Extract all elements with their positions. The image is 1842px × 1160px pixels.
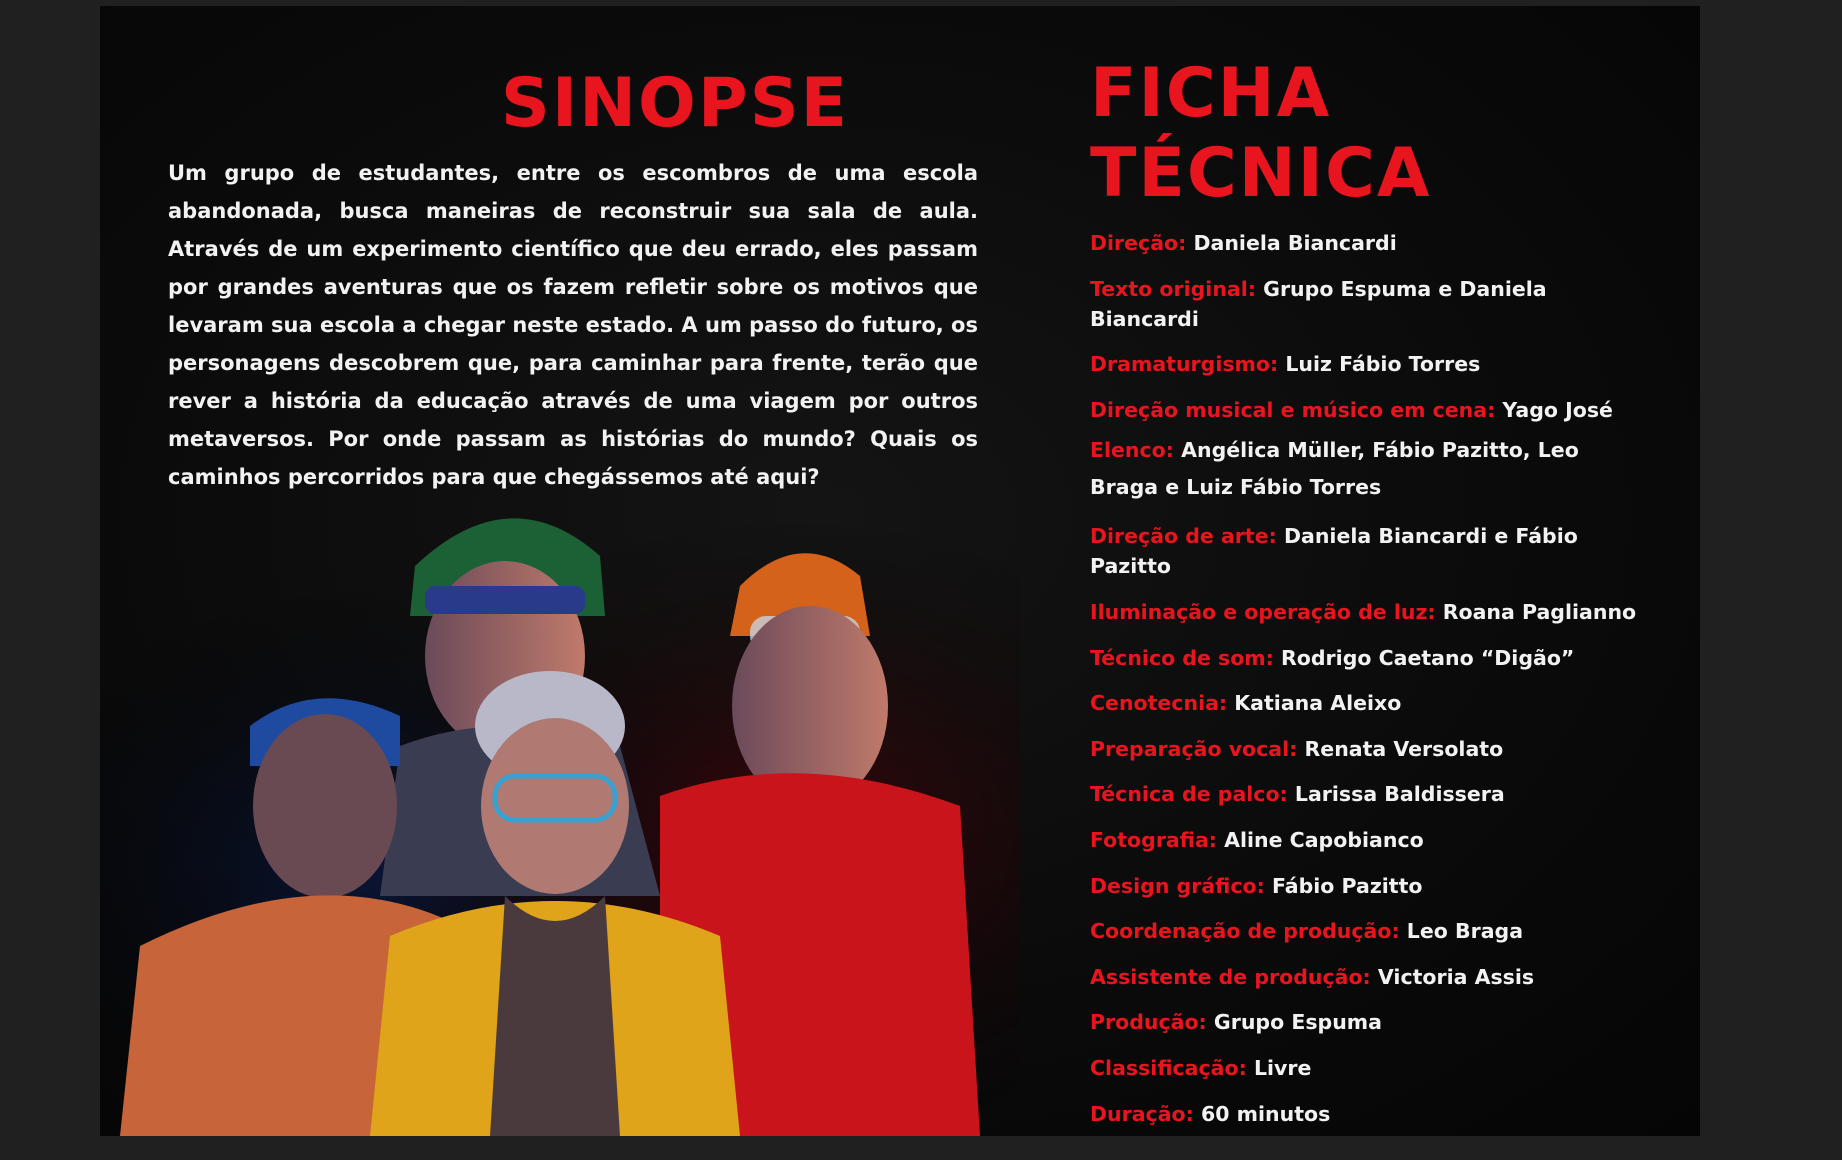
credit-label: Elenco: <box>1090 437 1174 462</box>
credit-item <box>1090 395 1650 425</box>
synopsis-text: Um grupo de estudantes, entre os escombros de uma escola abandonada, busca maneiras de reconstruir sua sala de aula. Através de um experimento científico que deu errado, eles passam por grandes aventuras que os fazem refletir sobre os motivos que levaram sua escola a chegar neste estado. A um passo do futuro, os personagens descobrem que, para caminhar para frente, terão que rever a história da educação através de uma viagem por outros metaversos. Por onde passam as histórias do mundo? Quais os <box>168 161 978 451</box>
credit-value: Daniela Biancardi e Fábio Pazitto <box>1090 524 1578 579</box>
credit-label: Dramaturgismo: <box>1090 352 1279 377</box>
credit-item <box>1090 521 1650 581</box>
credit-item <box>1090 825 1650 855</box>
credit-value: Livre <box>1253 1055 1312 1080</box>
credit-item <box>1090 274 1650 334</box>
credit-value: Roana Paglianno <box>1442 599 1637 624</box>
credit-label: Fotografia: <box>1090 827 1217 852</box>
credit-item <box>1090 779 1650 809</box>
credit-label: Preparação vocal: <box>1090 736 1298 761</box>
credit-label: Produção: <box>1090 1010 1207 1035</box>
credit-item <box>1090 1007 1650 1037</box>
credit-value: Luiz Fábio Torres <box>1285 352 1481 377</box>
credit-item <box>1090 228 1650 258</box>
credit-label: Classificação: <box>1090 1055 1247 1080</box>
credit-label: Assistente de produção: <box>1090 964 1371 989</box>
credit-value: Fábio Pazitto <box>1271 873 1423 898</box>
credit-item <box>1090 734 1650 764</box>
credit-item <box>1090 1099 1650 1129</box>
sinopse-title: SINOPSE <box>500 64 850 143</box>
credit-item <box>1090 643 1650 673</box>
credit-value: Yago José <box>1502 397 1613 422</box>
page-panel <box>100 6 1700 1136</box>
credit-value: Victoria Assis <box>1377 964 1535 989</box>
credits-list <box>1090 228 1650 1136</box>
credit-label: Direção de arte: <box>1090 524 1277 549</box>
credit-item <box>1090 871 1650 901</box>
credit-value: Rodrigo Caetano “Digão” <box>1281 645 1575 670</box>
credit-item <box>1090 962 1650 992</box>
credit-label: Iluminação e operação de luz: <box>1090 599 1436 624</box>
credit-value: Leo Braga <box>1406 919 1524 944</box>
credit-item <box>1090 597 1650 627</box>
credit-label: Design gráfico: <box>1090 873 1265 898</box>
credit-label: Técnica de palco: <box>1090 782 1288 807</box>
credit-item <box>1090 349 1650 379</box>
credit-label: Direção: <box>1090 231 1187 255</box>
credit-value: Larissa Baldissera <box>1294 782 1505 807</box>
credit-item <box>1090 432 1650 506</box>
ficha-title-line1: FICHA <box>1090 54 1332 133</box>
credit-value: Angélica Müller, Fábio Pazitto, Leo Braga e Luiz Fábio Torres <box>1090 437 1579 499</box>
credit-value: Katiana Aleixo <box>1234 691 1402 716</box>
ficha-title-line2: TÉCNICA <box>1090 134 1432 213</box>
credit-label: Direção musical e músico em cena: <box>1090 397 1496 422</box>
credit-value: Aline Capobianco <box>1224 827 1424 852</box>
ficha-tecnica-title <box>1090 54 1431 214</box>
credit-value: Renata Versolato <box>1304 736 1504 761</box>
credit-item <box>1090 916 1650 946</box>
credit-item <box>1090 688 1650 718</box>
credit-value: 60 minutos <box>1200 1101 1331 1126</box>
credit-item <box>1090 1053 1650 1083</box>
credit-label: Coordenação de produção: <box>1090 919 1400 944</box>
credit-value: Grupo Espuma <box>1213 1010 1383 1035</box>
credit-label: Cenotecnia: <box>1090 691 1228 716</box>
credit-label: Técnico de som: <box>1090 645 1274 670</box>
credit-value: Daniela Biancardi <box>1193 231 1397 255</box>
credit-label: Duração: <box>1090 1101 1194 1126</box>
credit-value: Grupo Espuma e Daniela Biancardi <box>1090 276 1547 331</box>
cast-photo <box>100 476 1020 1136</box>
credit-label: Texto original: <box>1090 276 1256 301</box>
